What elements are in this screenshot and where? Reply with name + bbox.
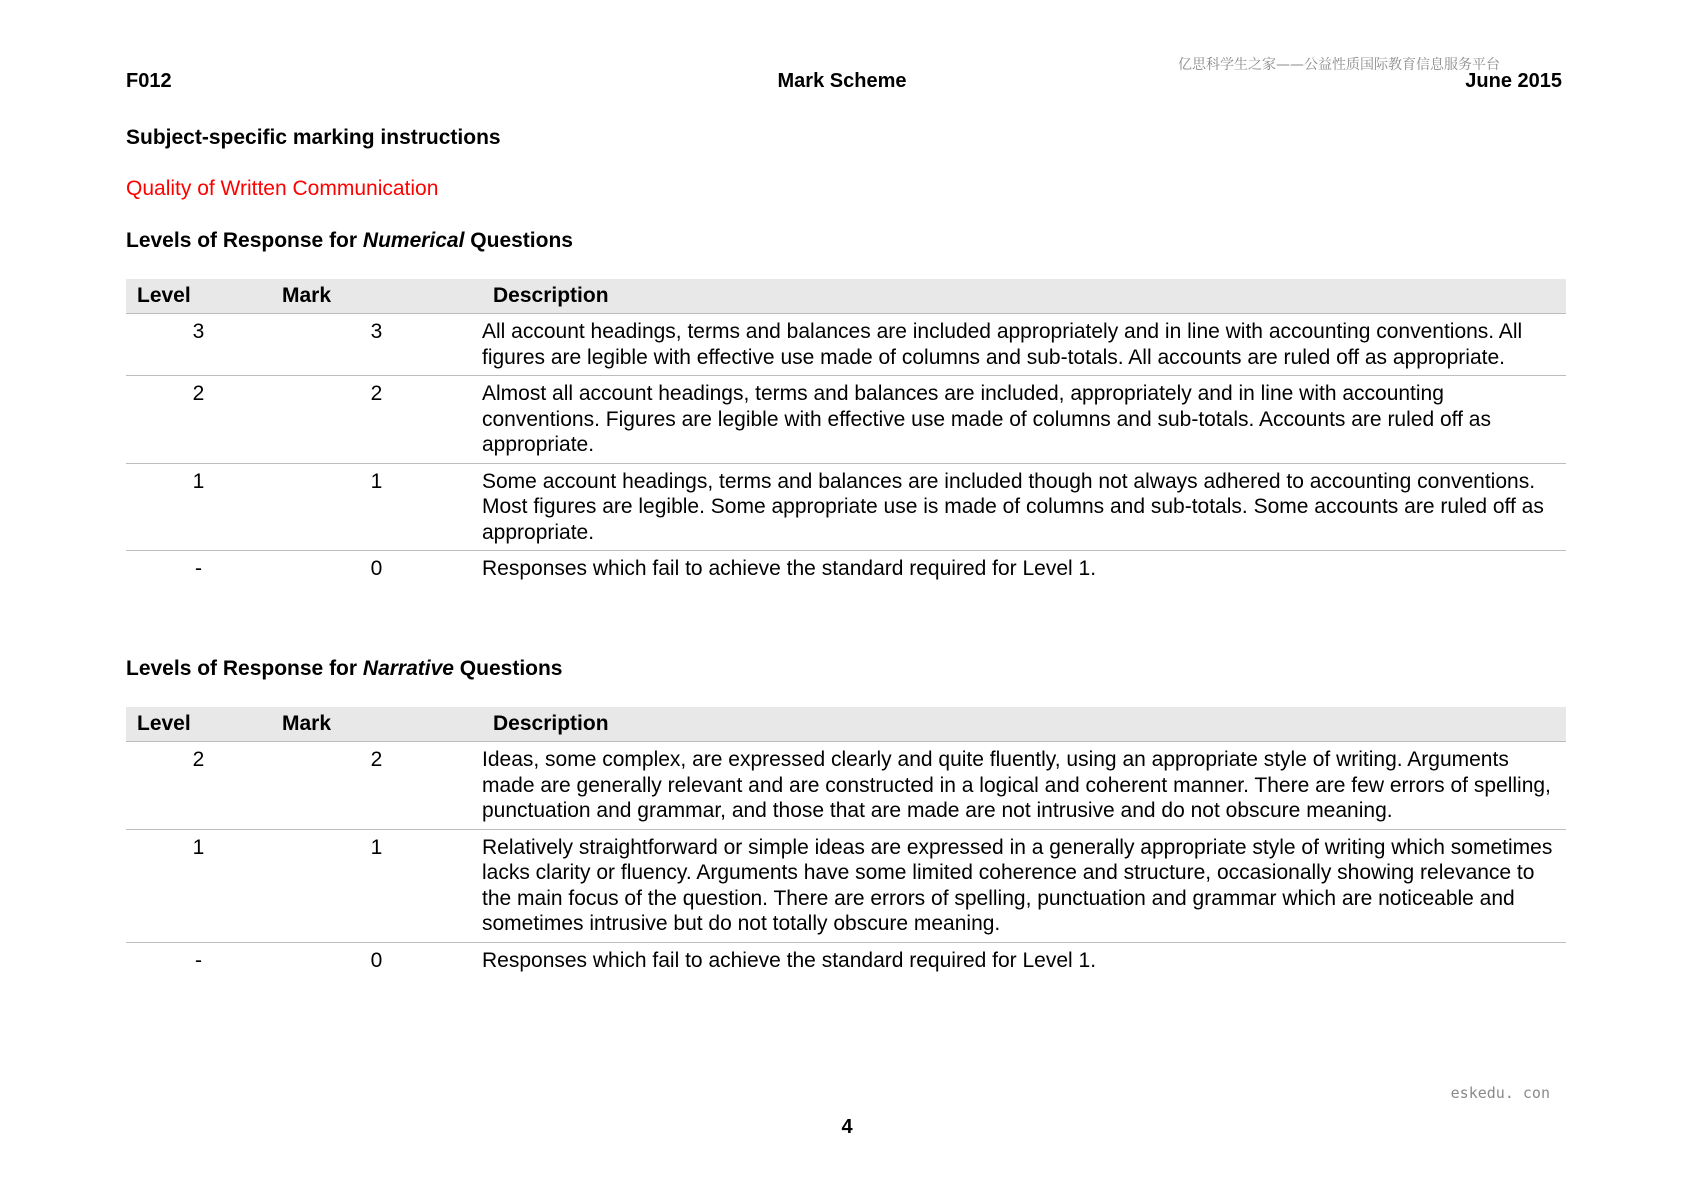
description-cell: Almost all account headings, terms and balances are included, appropriately and in line with accounting conventions. Figures are legible with effective use made of columns and sub-totals. Accounts are ruled off as appropriate. (482, 376, 1566, 464)
table-header-row (126, 707, 1566, 742)
column-header-mark: Mark (271, 707, 482, 742)
description-cell: Ideas, some complex, are expressed clearly and quite fluently, using an appropriate style of writing. Arguments made are generally relevant and are constructed in a logical and coherent manner. There are few errors of spelling, punctuation and grammar, and those that are made are not intrusive and do not obscure meaning. (482, 742, 1566, 830)
document-code: F012 (126, 70, 172, 92)
mark-cell: 0 (370, 557, 383, 580)
table-row (126, 829, 1566, 942)
level-cell: 2 (126, 742, 271, 830)
numerical-heading-suffix: Questions (464, 229, 573, 252)
column-header-description: Description (482, 707, 1566, 742)
description-cell: Responses which fail to achieve the standard required for Level 1. (482, 557, 1097, 580)
table-header-row (126, 279, 1566, 314)
mark-cell: 3 (271, 314, 482, 376)
column-header-description: Description (482, 279, 1566, 314)
table-row (126, 742, 1566, 830)
column-header-level: Level (126, 279, 271, 314)
column-header-level: Level (126, 707, 271, 742)
level-cell: 2 (126, 376, 271, 464)
narrative-heading (126, 657, 563, 681)
subject-heading: Subject-specific marking instructions (126, 126, 501, 149)
table-row (126, 551, 1566, 587)
level-cell: 3 (126, 314, 271, 376)
footer-site-text: eskedu. con (1450, 1084, 1550, 1102)
level-cell: 1 (126, 463, 271, 551)
numerical-table (126, 279, 1566, 587)
column-header-mark: Mark (271, 279, 482, 314)
description-cell: Relatively straightforward or simple ideas are expressed in a generally appropriate style of writing which sometimes lacks clarity or fluency. Arguments have some limited coherence and structure, occasionally showing relevance to the main focus of the question. There are errors of spelling, punctuation and grammar which are noticeable and sometimes intrusive but do not totally obscure meaning. (482, 829, 1566, 942)
level-cell: - (195, 557, 202, 580)
level-cell: - (195, 948, 202, 972)
mark-cell: 2 (271, 742, 482, 830)
numerical-heading-prefix: Levels of Response for (126, 229, 363, 252)
watermark-text: 亿思科学生之家——公益性质国际教育信息服务平台 (1178, 57, 1500, 73)
numerical-heading-emph: Numerical (362, 229, 465, 252)
document-date: June 2015 (1465, 70, 1562, 92)
page-number: 4 (841, 1116, 853, 1138)
description-cell: Some account headings, terms and balances are included though not always adhered to accounting conventions. Most figures are legible. Some appropriate use is made of columns and sub-totals. Some accounts are ruled off as appropriate. (482, 463, 1566, 551)
mark-cell: 0 (370, 948, 383, 972)
numerical-heading (126, 229, 573, 253)
table-row (126, 376, 1566, 464)
description-cell: All account headings, terms and balances are included appropriately and in line with accounting conventions. All figures are legible with effective use made of columns and sub-totals. All accounts are ruled off as appropriate. (482, 314, 1566, 376)
description-cell: Responses which fail to achieve the standard required for Level 1. (482, 948, 1097, 972)
narrative-table (126, 707, 1566, 978)
level-cell: 1 (126, 829, 271, 942)
mark-cell: 1 (271, 829, 482, 942)
narrative-heading-emph: Narrative (362, 657, 454, 680)
narrative-heading-prefix: Levels of Response for (126, 657, 363, 680)
qwc-heading: Quality of Written Communication (126, 177, 439, 200)
document-title: Mark Scheme (777, 70, 907, 92)
table-row (126, 314, 1566, 376)
table-row (126, 463, 1566, 551)
mark-cell: 1 (271, 463, 482, 551)
narrative-heading-suffix: Questions (453, 657, 563, 680)
mark-cell: 2 (271, 376, 482, 464)
table-row (126, 942, 1566, 978)
